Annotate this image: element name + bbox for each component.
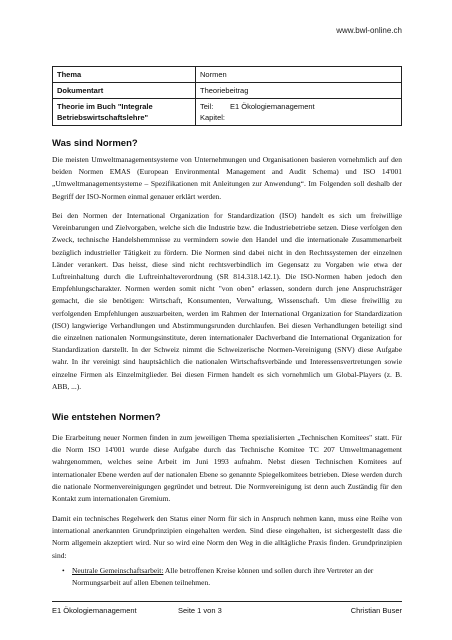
paragraph: Damit ein technisches Regelwerk den Status einer Norm für sich in Anspruch nehmen kann, muss eine Reihe von international anerkannten Grundprinzipien eingehalten werden. Sind diese eingehalten, ist sichergestellt dass die Norm allgemein akzeptiert wird. Nur so wird eine Norm den Weg in die alltägliche Praxis finden. Grundprinzipien sind: bbox=[52, 514, 402, 560]
meta-value bbox=[196, 99, 402, 126]
meta-row-dokumentart bbox=[53, 83, 402, 99]
paragraph: Die meisten Umweltmanagementsysteme von Unternehmungen und Organisationen basieren vornehmlich auf den beiden Normen EMAS (European Environmental Management and Audit Schema) und ISO 14'001 „Umweltmanagementsysteme – Spezifikationen mit Anleitungen zur Anwendung“. Im Folgenden soll deshalb der Begriff der ISO-Normen einmal genauer erklärt werden. bbox=[52, 155, 402, 201]
footer-left: E1 Ökologiemanagement bbox=[52, 606, 137, 615]
header-url: www.bwl-online.ch bbox=[336, 26, 402, 35]
footer-divider bbox=[52, 601, 402, 602]
footer-page-number: Seite 1 von 3 bbox=[178, 606, 222, 615]
bullet-text: Alle betroffenen Kreise können und sollen durch ihre Vertreter an der Normungsarbeit auf allen Ebenen teilnehmen. bbox=[72, 566, 374, 588]
section-title-wie-entstehen-normen: Wie entstehen Normen? bbox=[52, 412, 161, 423]
bullet-item bbox=[62, 565, 402, 589]
meta-key: Theorie im Buch "Integrale Betriebswirtschaftslehre" bbox=[53, 99, 196, 126]
meta-teil-value: E1 Ökologiemanagement bbox=[230, 102, 315, 111]
meta-kapitel-label: Kapitel: bbox=[200, 113, 226, 122]
section-title-was-sind-normen: Was sind Normen? bbox=[52, 138, 138, 149]
meta-teil-label: Teil: bbox=[200, 102, 214, 111]
meta-key: Thema bbox=[53, 67, 196, 83]
meta-value: Theoriebeitrag bbox=[196, 83, 402, 99]
meta-row-thema bbox=[53, 67, 402, 83]
paragraph: Bei den Normen der International Organization for Standardization (ISO) handelt es sich um freiwillige Vereinbarungen und Zielvorgaben, welche sich die Industrie bzw. die Industriebetriebe setzen. Diese verfolgen den Zweck, technische Handelshemmnisse zu vermindern sowie den Handel und die internationale Zusammenarbeit bezüglich industrieller Tätigkeit zu fördern. Die Normen sind dabei nicht in den Rechtssystemen der einzelnen Länder verankert. Das heisst, diese sind nicht rechtsverbindlich im Gegensatz zu Vorgaben wie etwa der Luftreinhaltung durch die Luftreinhalteverordnung (SR 814.318.142.1). Die ISO-Normen haben jedoch den Empfehlungscharakter. Normen werden somit nicht "von oben" erlassen, sondern durch jene Anspruchsträger gemacht, die sie benötigen: Wirtschaft, Konsumenten, Verwaltung, Wissenschaft. Um diese freiwillig zu verfolgenden Empfehlungen auszuarbeiten, werden im Rahmen der International Organization for Standardization (ISO) langwierige Verhandlungen und Abstimmungsrunden durchlaufen. Bei diesen Verhandlungen beteiligt sind die einzelnen nationalen Normungsinstitute, deren internationaler Dachverband die International Organization for Standardization darstellt. In der Schweiz nimmt die Schweizerische Normen-Vereinigung (SNV) diese Aufgabe wahr. In ihr vereinigt sind hauptsächlich die nationalen Wirtschaftsverbände und Interessensvertretungen sowie einzelne Firmen als Einzelmitglieder. Bei diesen Firmen handelt es sich vornehmlich um Global-Players (z. B. ABB, ...). bbox=[52, 211, 402, 391]
meta-key: Dokumentart bbox=[53, 83, 196, 99]
meta-value: Normen bbox=[196, 67, 402, 83]
meta-teil bbox=[200, 101, 397, 112]
meta-row-theorie bbox=[53, 99, 402, 126]
bullet-symbol: • bbox=[62, 566, 65, 575]
footer-author: Christian Buser bbox=[350, 606, 402, 615]
bullet-term: Neutrale Gemeinschaftsarbeit: bbox=[72, 566, 164, 575]
bullet-text-wrap bbox=[72, 565, 402, 589]
paragraph: Die Erarbeitung neuer Normen finden in zum jeweiligen Thema spezialisierten „Technischen Komitees" statt. Für die Norm ISO 14'001 wurde diese Aufgabe durch das Technische Komitee TC 207 Umweltmanagement wahrgenommen, welches seine Arbeit im Juni 1993 aufnahm. Nebst diesen Technischen Komitees auf internationaler Ebene werden auf der nationalen Ebene so genannte Spiegelkomitees betrieben. Diese werden durch die nationale Normenvereinigungen gegründet und betreut. Die Normvereinigung ist denn auch Zuständig für den Kontakt zum internationalen Gremium. bbox=[52, 433, 402, 504]
document-meta-table bbox=[52, 66, 402, 126]
